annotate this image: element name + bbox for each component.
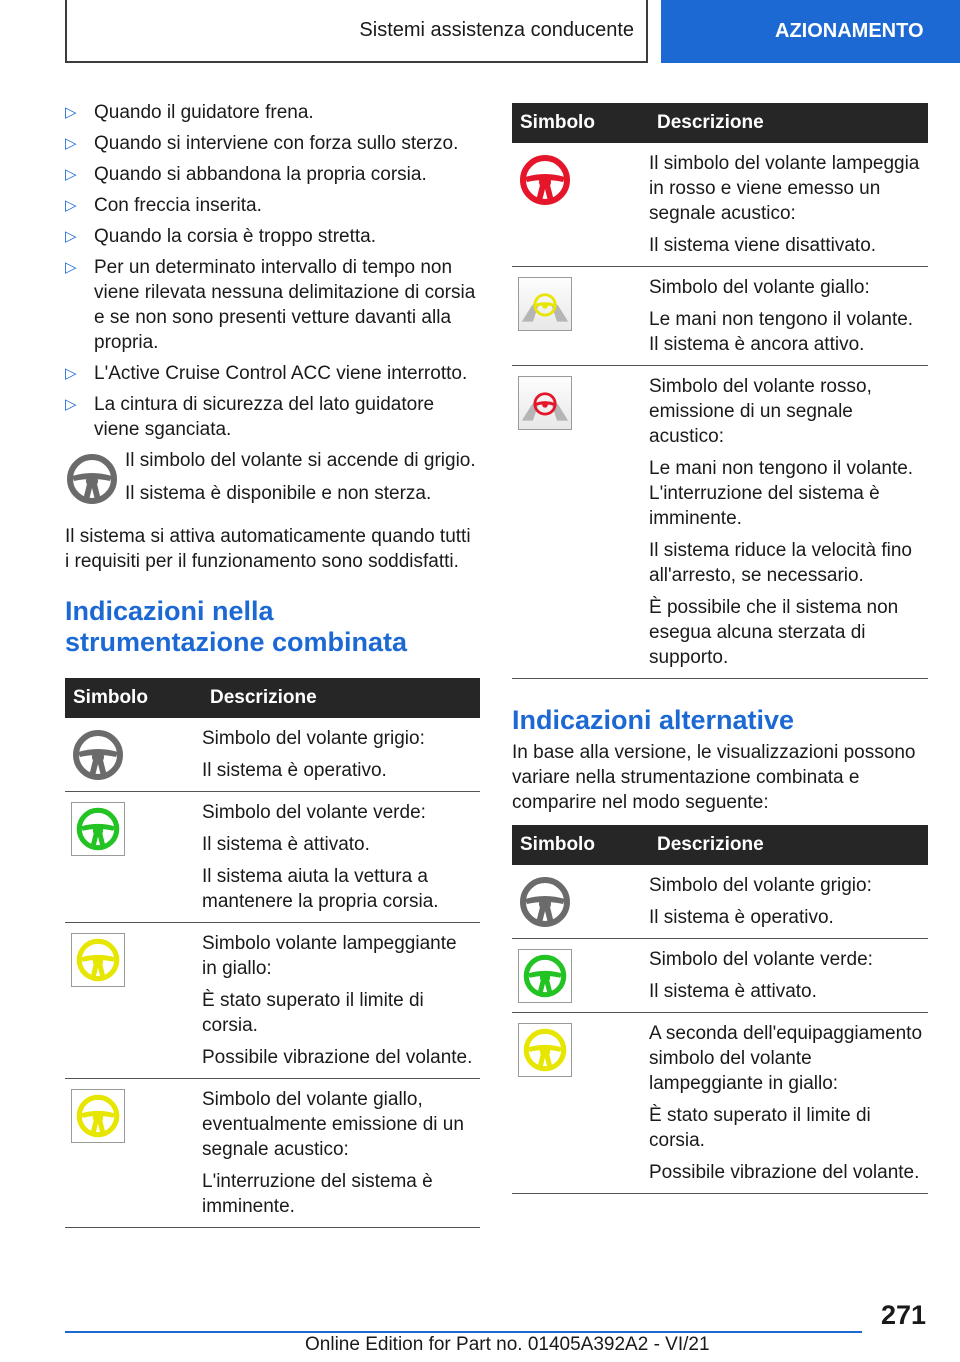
indicator-table-continued [512, 103, 928, 679]
triangle-bullet-icon: ▷ [65, 259, 77, 276]
list-item: ▷ La cintura di sicurezza del lato guidatore viene sganciata. [65, 394, 435, 440]
chapter-title: AZIONAMENTO [775, 20, 924, 42]
section-heading: Indicazioni nella strumentazione combinata [65, 596, 408, 657]
triangle-bullet-icon: ▷ [65, 396, 77, 413]
steering-wheel-green-icon [75, 806, 121, 852]
alternative-indicator-table [512, 825, 928, 1194]
table-row: Simbolo del volante grigio: Il sistema è operativo. [512, 865, 928, 939]
header-section-title [65, 0, 648, 63]
section-heading: Indicazioni alternative [512, 705, 795, 735]
table-row: Simbolo del volante verde: Il sistema è attivato. [512, 939, 928, 1013]
list-item: ▷ L'Active Cruise Control ACC viene interrotto. [65, 363, 468, 384]
section-title: Sistemi assistenza conducente [359, 19, 634, 41]
steering-wheel-green-icon [522, 953, 568, 999]
table-row: Simbolo del volante verde: Il sistema è attivato. Il sistema aiuta la vettura a mantenere la propria corsia. [65, 792, 480, 923]
steering-wheel-yellow-icon [75, 1093, 121, 1139]
activation-paragraph: Il sistema si attiva automaticamente quando tutti i requisiti per il funzionamento sono soddisfatti. [65, 526, 471, 572]
table-row: A seconda dell'equipaggiamento simbolo del volante lampeggiante in giallo: È stato superato il limite di corsia. Possibile vibrazione del volante. [512, 1013, 928, 1194]
note-icon-cell [65, 448, 125, 514]
hands-off-wheel-yellow-icon [520, 279, 570, 329]
col-symbol-header: Simbolo [512, 825, 641, 865]
table-row: Simbolo del volante giallo: Le mani non tengono il volante. Il sistema è ancora attivo. [512, 267, 928, 366]
list-item: ▷ Con freccia inserita. [65, 195, 262, 216]
triangle-bullet-icon: ▷ [65, 135, 77, 152]
list-item: ▷ Quando il guidatore frena. [65, 102, 314, 123]
page-number: 271 [880, 1300, 926, 1330]
triangle-bullet-icon: ▷ [65, 365, 77, 382]
list-item: ▷ Quando la corsia è troppo stretta. [65, 226, 376, 247]
col-description-header: Descrizione [641, 825, 928, 865]
col-symbol-header: Simbolo [65, 678, 194, 718]
table-row: Simbolo del volante giallo, eventualmente emissione di un segnale acustico: L'interruzione del sistema è imminente. [65, 1079, 480, 1228]
hands-off-wheel-red-icon [520, 378, 570, 428]
steering-wheel-yellow-icon [75, 937, 121, 983]
triangle-bullet-icon: ▷ [65, 104, 77, 121]
right-column [512, 103, 928, 1194]
note-line: Il sistema è disponibile e non sterza. [125, 483, 432, 504]
table-row: Simbolo del volante grigio: Il sistema è operativo. [65, 718, 480, 792]
condition-list [65, 100, 480, 442]
steering-wheel-gray-icon [518, 875, 572, 929]
triangle-bullet-icon: ▷ [65, 228, 77, 245]
edition-footer: Online Edition for Part no. 01405A392A2 - VI/21 [305, 1334, 710, 1355]
table-row: Il simbolo del volante lampeggia in rosso e viene emesso un segnale acustico: Il sistema viene disattivato. [512, 143, 928, 267]
table-row: Simbolo del volante rosso, emissione di un segnale acustico: Le mani non tengono il volante. L'interruzione del sistema è imminente. Il sistema riduce la velocità fino all'arresto, se necessario. È possibile che il sistema non esegua alcuna sterzata di supporto. [512, 366, 928, 679]
list-item: ▷ Per un determinato intervallo di tempo non viene rilevata nessuna delimitazione di corsia e se non sono presenti vetture davanti alla propria. [65, 257, 476, 353]
alternative-paragraph: In base alla versione, le visualizzazioni possono variare nella strumentazione combinata e comparire nel modo seguente: [512, 742, 916, 813]
list-item: ▷ Quando si interviene con forza sullo sterzo. [65, 133, 459, 154]
steering-wheel-red-icon [518, 153, 572, 207]
gray-wheel-note [65, 448, 480, 514]
left-column [65, 100, 480, 1228]
triangle-bullet-icon: ▷ [65, 166, 77, 183]
note-line: Il simbolo del volante si accende di grigio. [125, 450, 476, 471]
col-description-header: Descrizione [641, 103, 928, 143]
footer-divider [65, 1331, 862, 1333]
col-description-header: Descrizione [194, 678, 480, 718]
steering-wheel-gray-icon [71, 728, 125, 782]
indicator-table [65, 678, 480, 1228]
list-item: ▷ Quando si abbandona la propria corsia. [65, 164, 427, 185]
triangle-bullet-icon: ▷ [65, 197, 77, 214]
steering-wheel-gray-icon [65, 452, 119, 506]
steering-wheel-yellow-icon [522, 1027, 568, 1073]
col-symbol-header: Simbolo [512, 103, 641, 143]
table-row: Simbolo volante lampeggiante in giallo: È stato superato il limite di corsia. Possibile vibrazione del volante. [65, 923, 480, 1079]
header-chapter-tab[interactable] [661, 0, 960, 63]
